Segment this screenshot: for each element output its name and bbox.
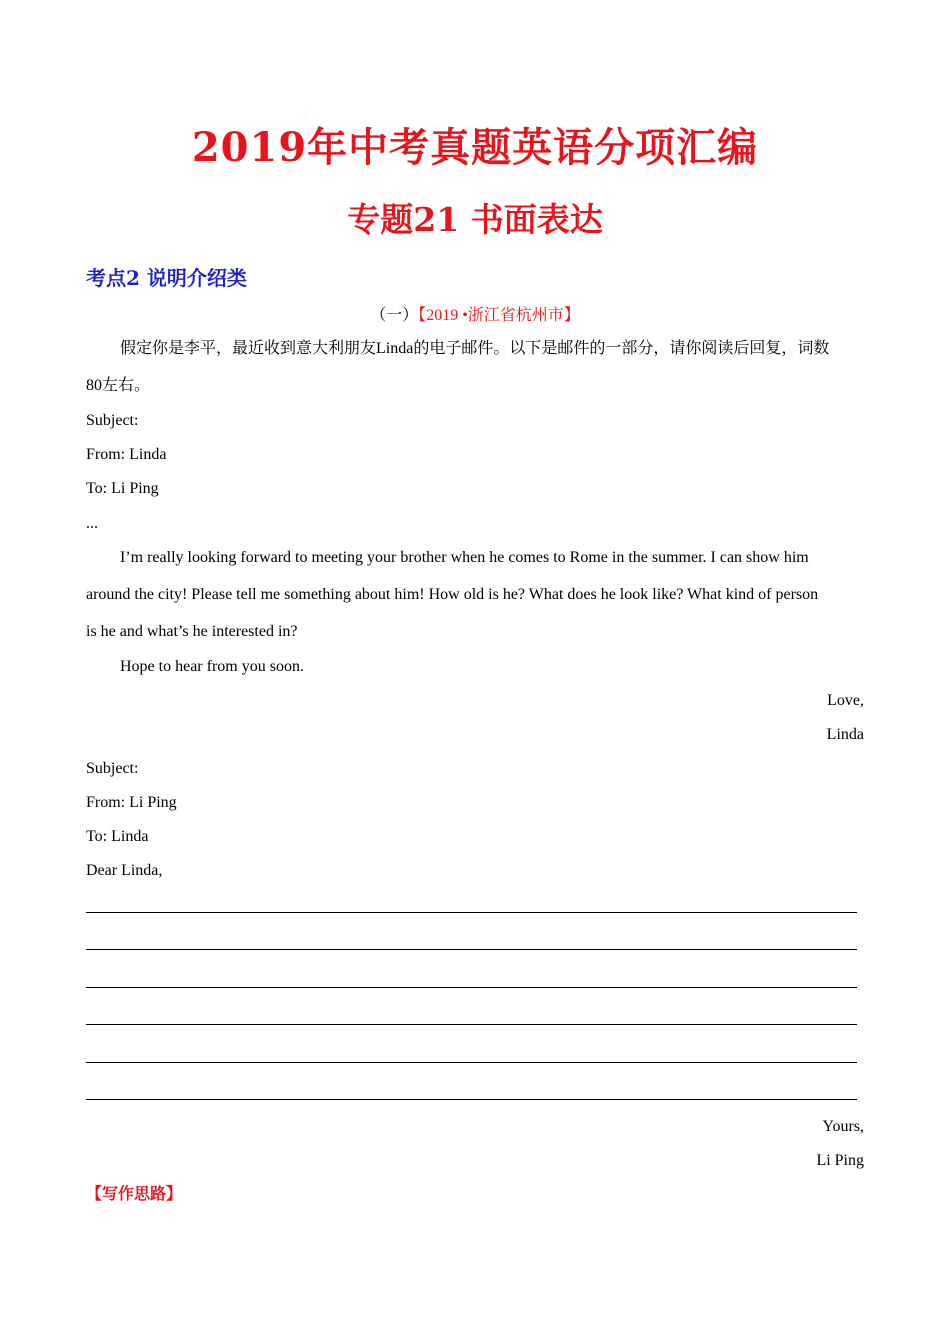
answer-line[interactable] bbox=[86, 1099, 857, 1100]
page-subtitle: 专题21 书面表达 bbox=[347, 200, 603, 239]
incoming-email-closing: Hope to hear from you soon. bbox=[120, 658, 304, 675]
writing-thinking-label: 【写作思路】 bbox=[86, 1186, 183, 1203]
problem-source: 【2019 •浙江省杭州市】 bbox=[418, 307, 580, 324]
reply-email-subject: Subject: bbox=[86, 760, 139, 777]
problem-heading bbox=[0, 304, 950, 328]
incoming-email-signoff: Love, bbox=[827, 692, 864, 709]
reply-email-greeting: Dear Linda, bbox=[86, 862, 163, 879]
reply-email-signature: Li Ping bbox=[816, 1152, 864, 1169]
reply-email-signoff: Yours, bbox=[822, 1118, 864, 1135]
problem-number: （一） bbox=[370, 307, 419, 324]
page-title: 2019年中考真题英语分项汇编 bbox=[191, 124, 759, 171]
answer-line[interactable] bbox=[86, 912, 857, 913]
incoming-email-to: To: Li Ping bbox=[86, 480, 159, 497]
answer-line[interactable] bbox=[86, 1024, 857, 1025]
instruction-line-1: 假定你是李平，最近收到意大利朋友Linda的电子邮件。以下是邮件的一部分，请你阅读后回复，词数 bbox=[120, 340, 830, 357]
instruction-line-2: 80左右。 bbox=[86, 377, 151, 394]
answer-line[interactable] bbox=[86, 987, 857, 988]
incoming-email-body-line-1: I’m really looking forward to meeting your brother when he comes to Rome in the summer. I can show him bbox=[120, 549, 809, 566]
incoming-email-signature: Linda bbox=[826, 726, 864, 743]
reply-email-from: From: Li Ping bbox=[86, 794, 177, 811]
answer-line[interactable] bbox=[86, 949, 857, 950]
section-heading: 考点2 说明介绍类 bbox=[86, 266, 247, 290]
reply-email-to: To: Linda bbox=[86, 828, 149, 845]
incoming-email-from: From: Linda bbox=[86, 446, 167, 463]
incoming-email-ellipsis: ... bbox=[86, 515, 98, 532]
incoming-email-body-line-2: around the city! Please tell me something about him! How old is he? What does he look like? What kind of person bbox=[86, 586, 819, 603]
incoming-email-body-line-3: is he and what’s he interested in? bbox=[86, 623, 298, 640]
answer-line[interactable] bbox=[86, 1062, 857, 1063]
incoming-email-subject: Subject: bbox=[86, 412, 139, 429]
